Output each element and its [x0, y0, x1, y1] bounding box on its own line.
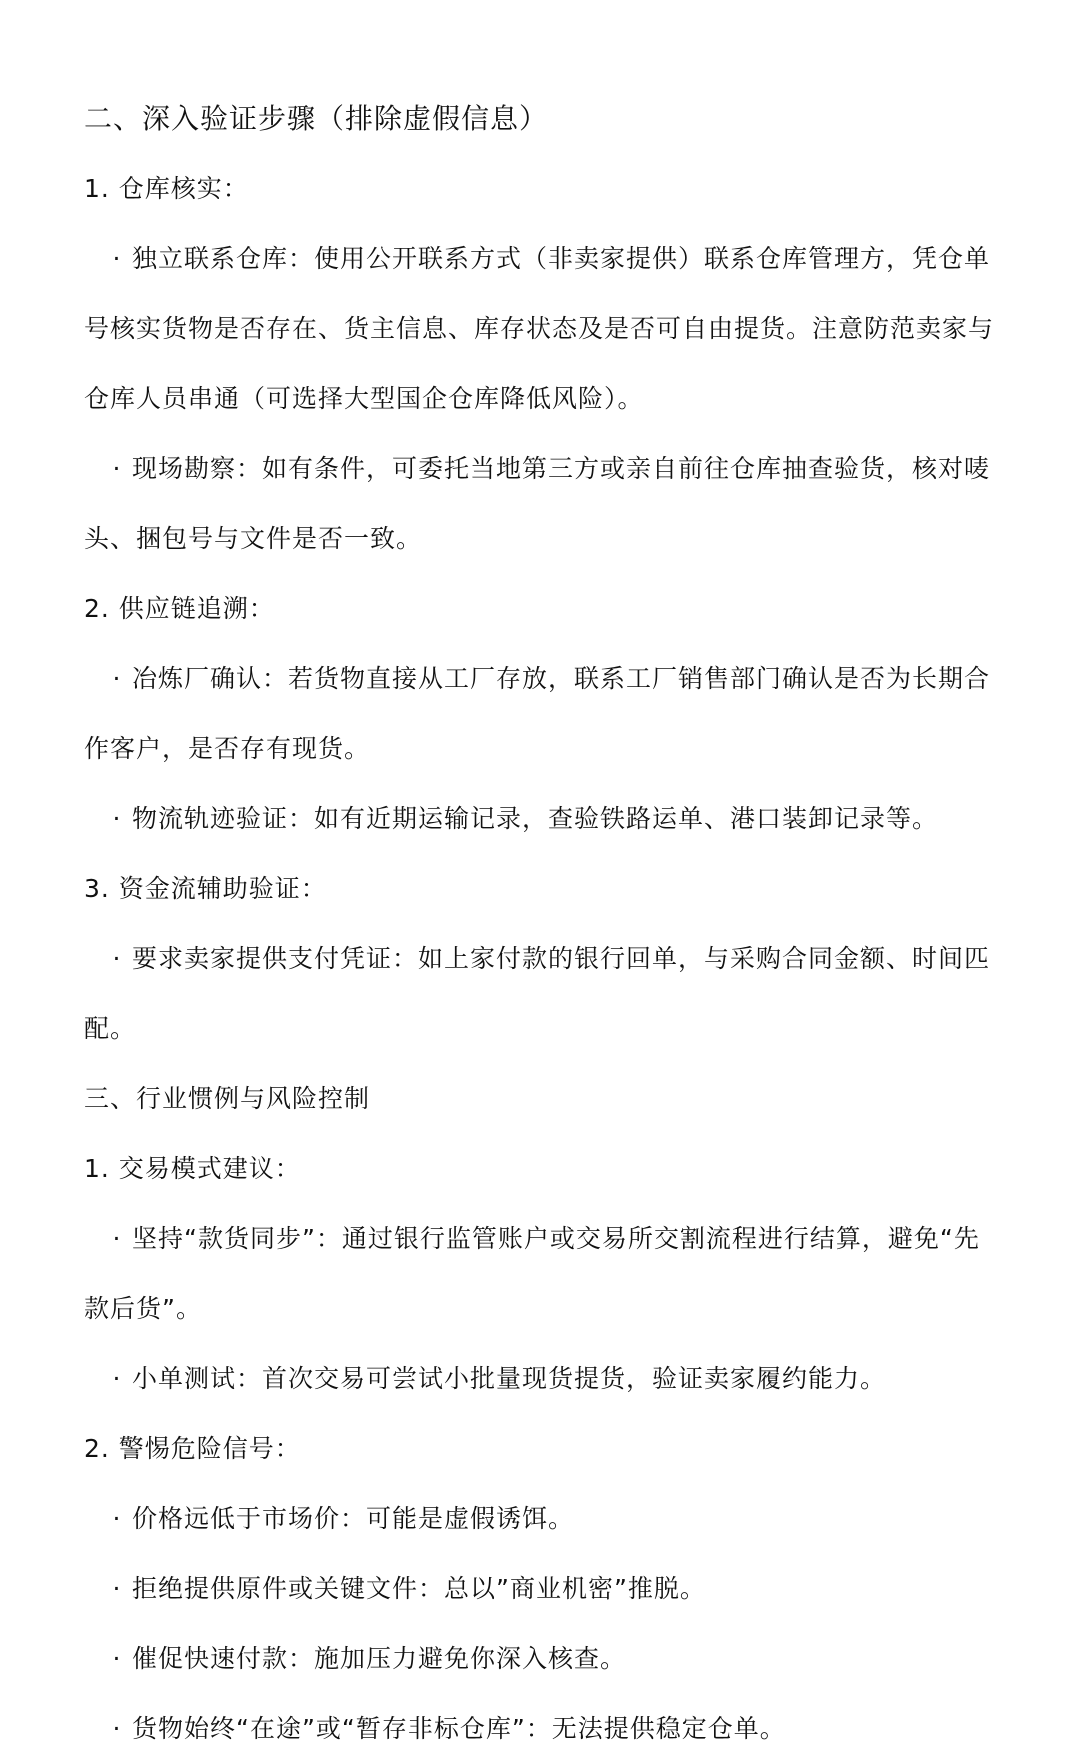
- bullet-text: 价格远低于市场价：可能是虚假诱饵。: [132, 1504, 575, 1533]
- bullet-text: 催促快速付款：施加压力避免你深入核查。: [132, 1644, 627, 1673]
- bullet-text: 拒绝提供原件或关键文件：总以”商业机密”推脱。: [132, 1574, 706, 1603]
- item-supply-chain: 2. 供应链追溯：: [84, 594, 275, 623]
- bullet-payment-proof: [84, 924, 1004, 1064]
- bullet-text: 小单测试：首次交易可尝试小批量现货提货，验证卖家履约能力。: [132, 1364, 887, 1393]
- bullet-text: 冶炼厂确认：若货物直接从工厂存放，联系工厂销售部门确认是否为长期合作客户，是否存有现货。: [84, 664, 991, 763]
- bullet-text: 要求卖家提供支付凭证：如上家付款的银行回单，与采购合同金额、时间匹配。: [84, 944, 991, 1043]
- section-heading-risk: 三、行业惯例与风险控制: [84, 1084, 371, 1113]
- bullet-dot-icon: ·: [112, 804, 122, 833]
- bullet-dot-icon: ·: [112, 454, 122, 483]
- bullet-low-price: [84, 1484, 1004, 1554]
- bullet-in-transit: [84, 1694, 1004, 1764]
- bullet-dot-icon: ·: [112, 1644, 122, 1673]
- bullet-small-order: [84, 1344, 1004, 1414]
- bullet-smelter-confirm: [84, 644, 1004, 784]
- bullet-text: 货物始终“在途”或“暂存非标仓库”：无法提供稳定仓单。: [132, 1714, 786, 1743]
- bullet-dot-icon: ·: [112, 1574, 122, 1603]
- bullet-independent-contact: [84, 224, 1004, 434]
- bullet-text: 现场勘察：如有条件，可委托当地第三方或亲自前往仓库抽查验货，核对唛头、捆包号与文件是否一致。: [84, 454, 991, 553]
- bullet-text: 坚持“款货同步”：通过银行监管账户或交易所交割流程进行结算，避免“先款后货”。: [84, 1224, 980, 1323]
- bullet-dot-icon: ·: [112, 1224, 122, 1253]
- section-heading-verification: 二、深入验证步骤（排除虚假信息）: [84, 102, 549, 135]
- item-fund-flow: 3. 资金流辅助验证：: [84, 874, 327, 903]
- bullet-dot-icon: ·: [112, 1714, 122, 1743]
- bullet-dot-icon: ·: [112, 944, 122, 973]
- item-trade-mode: 1. 交易模式建议：: [84, 1154, 301, 1183]
- item-danger-signals: 2. 警惕危险信号：: [84, 1434, 301, 1463]
- bullet-logistics-trace: [84, 784, 1004, 854]
- bullet-dot-icon: ·: [112, 1364, 122, 1393]
- bullet-refuse-documents: [84, 1554, 1004, 1624]
- bullet-urge-payment: [84, 1624, 1004, 1694]
- bullet-dot-icon: ·: [112, 1504, 122, 1533]
- bullet-dot-icon: ·: [112, 244, 122, 273]
- bullet-text: 独立联系仓库：使用公开联系方式（非卖家提供）联系仓库管理方，凭仓单号核实货物是否存在、货主信息、库存状态及是否可自由提货。注意防范卖家与仓库人员串通（可选择大型国企仓库降低风险）。: [84, 244, 995, 413]
- item-warehouse-check: 1. 仓库核实：: [84, 174, 249, 203]
- bullet-cash-goods-sync: [84, 1204, 1004, 1344]
- bullet-text: 物流轨迹验证：如有近期运输记录，查验铁路运单、港口装卸记录等。: [132, 804, 939, 833]
- bullet-site-inspection: [84, 434, 1004, 574]
- bullet-dot-icon: ·: [112, 664, 122, 693]
